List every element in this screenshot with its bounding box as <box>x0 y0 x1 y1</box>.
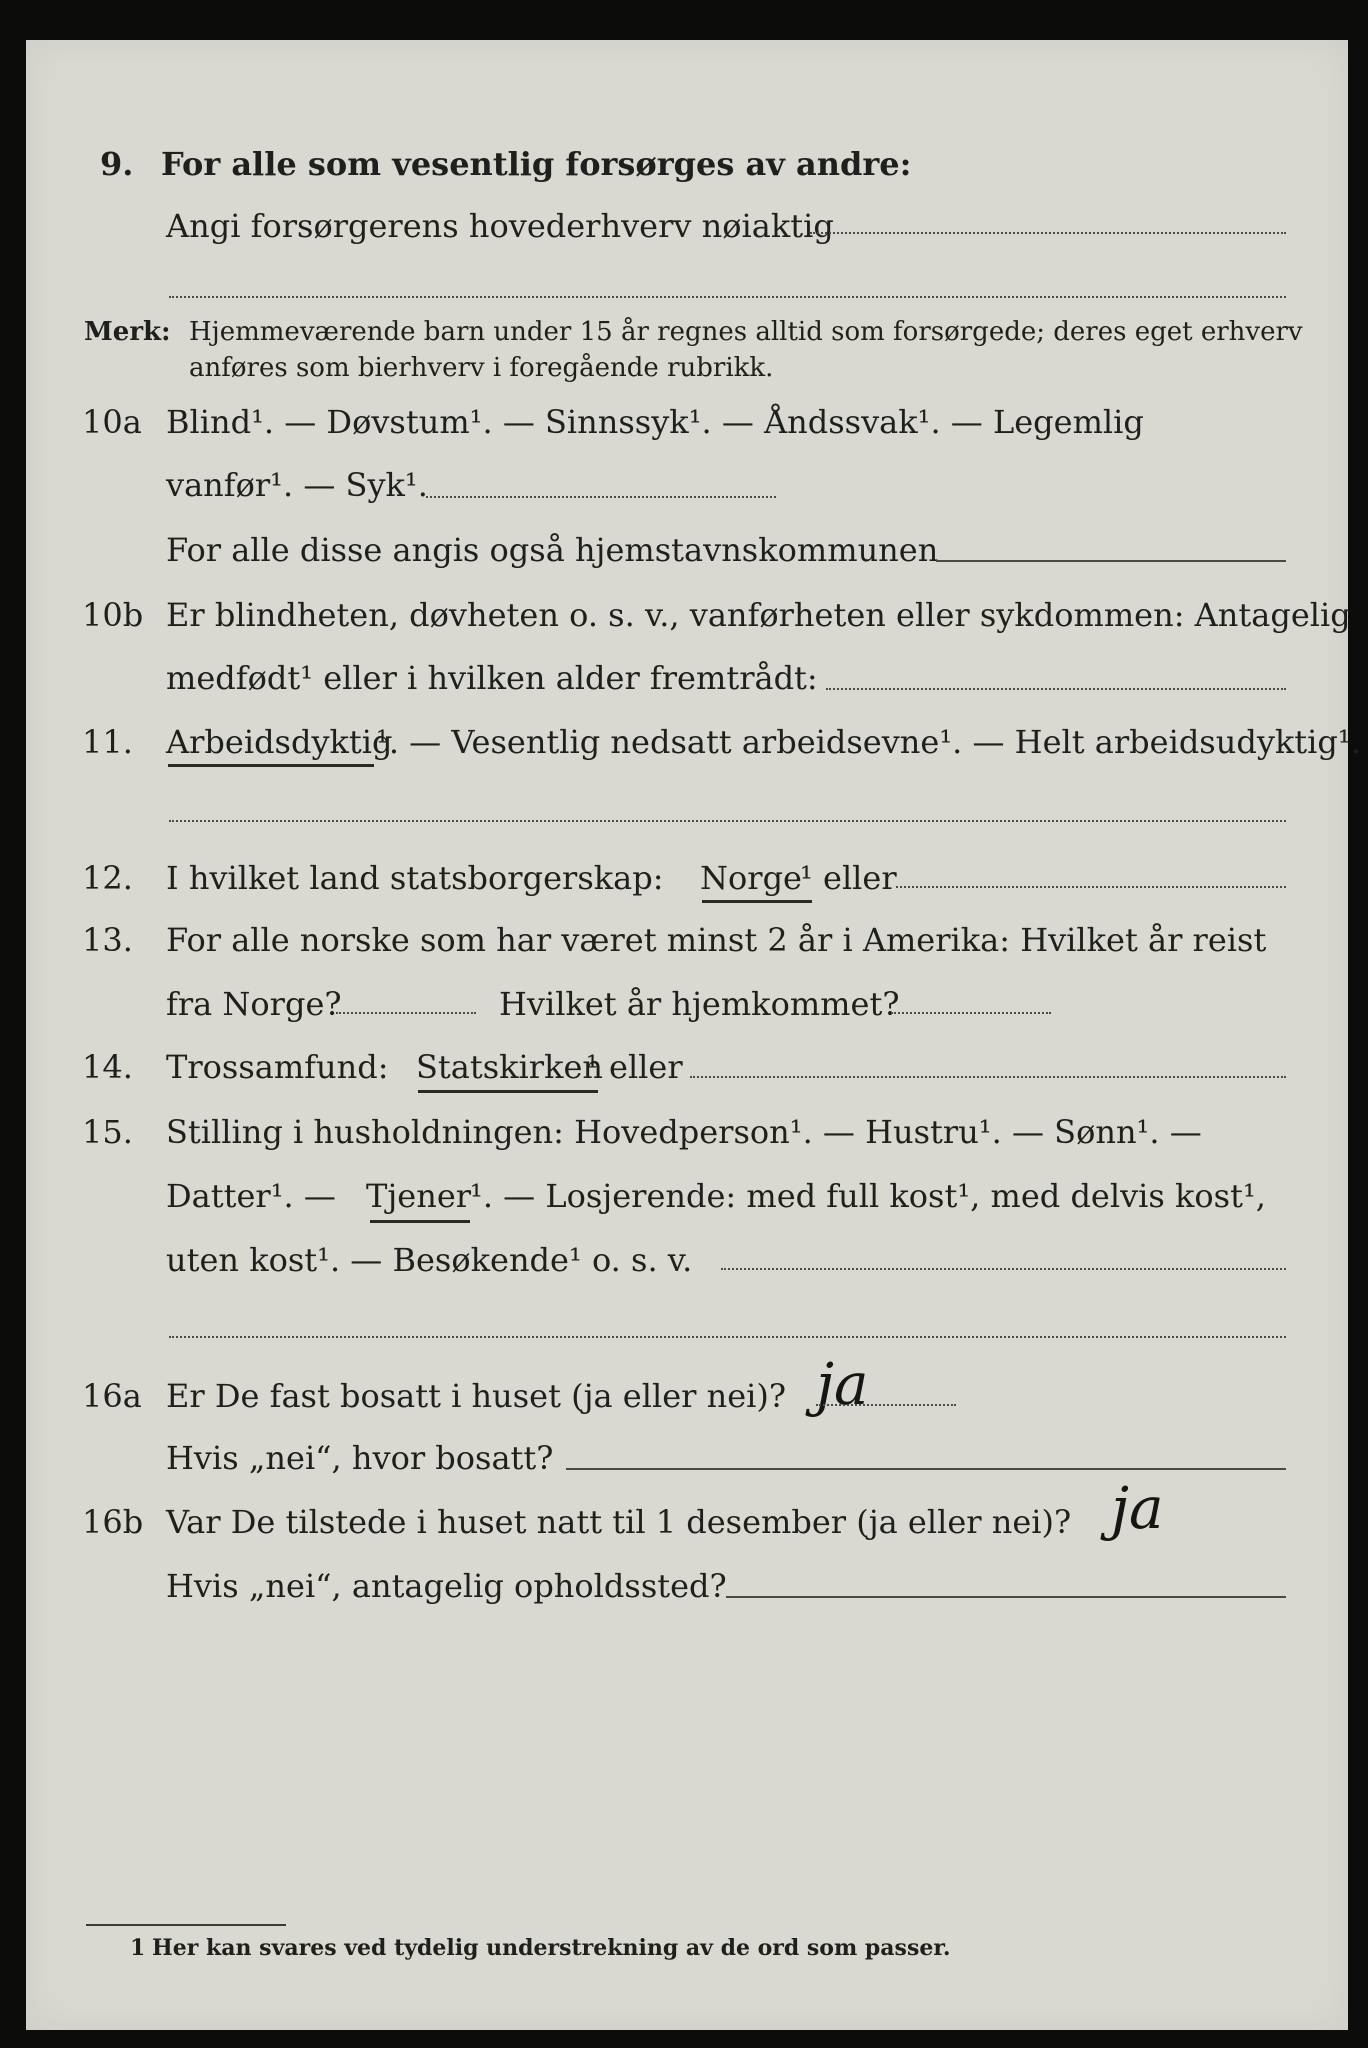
q14-prefix: Trossamfund: <box>166 1048 389 1086</box>
q16a-handwritten-answer: ja <box>816 1350 869 1418</box>
q15-extra-line[interactable] <box>169 1336 1286 1338</box>
q15-answer-line[interactable] <box>721 1268 1286 1270</box>
q15-number: 15. <box>82 1113 133 1151</box>
q16a-bosatt-answer-line[interactable] <box>566 1468 1286 1470</box>
q16a-answer-line[interactable] <box>816 1404 956 1406</box>
q11-answer-underlined: Arbeidsdyktig <box>166 723 393 761</box>
q11-extra-line[interactable] <box>169 820 1286 822</box>
q9-second-answer-line[interactable] <box>169 296 1286 298</box>
merk-text-line2: anføres som bierhverv i foregående rubrikk. <box>189 353 774 383</box>
q9-answer-line[interactable] <box>810 232 1286 234</box>
q10b-line1: Er blindheten, døvheten o. s. v., vanførheten eller sykdommen: Antagelig <box>166 596 1351 634</box>
q12-answer-underlined: Norge <box>700 859 802 897</box>
q14-suffix: ¹ eller <box>586 1048 683 1086</box>
q16b-number: 16b <box>82 1503 144 1541</box>
q16b-opholdssted-answer-line[interactable] <box>726 1596 1286 1598</box>
q12-prefix: I hvilket land statsborgerskap: <box>166 859 664 897</box>
q15-line1: Stilling i husholdningen: Hovedperson¹. — Hustru¹. — Sønn¹. — <box>166 1113 1202 1151</box>
q16b-line1: Var De tilstede i huset natt til 1 desember (ja eller nei)? <box>166 1503 1072 1541</box>
q16b-handwritten-answer: ja <box>1111 1474 1164 1542</box>
q10a-line2: vanfør¹. — Syk¹. <box>166 466 428 504</box>
q15-line2-left: Datter¹. — <box>166 1177 336 1215</box>
q11-handwritten-underline <box>168 764 374 767</box>
q13-line1: For alle norske som har været minst 2 år i Amerika: Hvilket år reist <box>166 921 1267 959</box>
q10b-number: 10b <box>82 596 144 634</box>
q9-label: Angi forsørgerens hovederhverv nøiaktig <box>166 207 834 245</box>
q12-suffix: ¹ eller <box>800 859 897 897</box>
q10b-line2: medfødt¹ eller i hvilken alder fremtrådt: <box>166 659 818 697</box>
q12-handwritten-underline <box>702 900 812 903</box>
q13-number: 13. <box>82 921 133 959</box>
q15-answer-underlined: Tjener <box>366 1177 472 1215</box>
q13-line2-left: fra Norge? <box>166 985 342 1023</box>
footnote-rule <box>86 1924 286 1926</box>
merk-label: Merk: <box>84 317 171 347</box>
q9-number: 9. <box>100 145 134 183</box>
q10a-line3: For alle disse angis også hjemstavnskommunen <box>166 531 939 569</box>
q11-options: ¹. — Vesentlig nedsatt arbeidsevne¹. — Helt arbeidsudyktig¹. <box>376 723 1361 761</box>
q16b-line2: Hvis „nei“, antagelig opholdssted? <box>166 1567 727 1605</box>
census-form-page <box>26 40 1361 2030</box>
q10a-line1: Blind¹. — Døvstum¹. — Sinnssyk¹. — Åndssvak¹. — Legemlig <box>166 403 1144 441</box>
footnote-text: Her kan svares ved tydelig understrekning av de ord som passer. <box>152 1935 951 1961</box>
q10a-syk-answer-line[interactable] <box>426 496 776 498</box>
q16a-line1: Er De fast bosatt i huset (ja eller nei)? <box>166 1377 787 1415</box>
q13-line2-right: Hvilket år hjemkommet? <box>499 985 900 1023</box>
footnote-marker: 1 <box>130 1935 146 1961</box>
q13-hjemkommet-answer-line[interactable] <box>891 1012 1051 1014</box>
q15-line3: uten kost¹. — Besøkende¹ o. s. v. <box>166 1241 693 1279</box>
merk-text-line1: Hjemmeværende barn under 15 år regnes alltid som forsørgede; deres eget erhverv <box>189 317 1303 347</box>
q14-number: 14. <box>82 1048 133 1086</box>
q10a-number: 10a <box>82 403 142 441</box>
q14-answer-underlined: Statskirken <box>416 1048 603 1086</box>
q10a-kommune-answer-line[interactable] <box>936 560 1286 562</box>
q11-number: 11. <box>82 723 133 761</box>
q9-heading: For alle som vesentlig forsørges av andre: <box>161 145 912 183</box>
q12-answer-line[interactable] <box>896 886 1286 888</box>
q14-answer-line[interactable] <box>690 1076 1286 1078</box>
q10b-answer-line[interactable] <box>826 688 1286 690</box>
q13-reist-answer-line[interactable] <box>336 1012 476 1014</box>
q12-number: 12. <box>82 859 133 897</box>
q14-handwritten-underline <box>418 1090 598 1093</box>
q15-line2-right: ¹. — Losjerende: med full kost¹, med delvis kost¹, <box>470 1177 1266 1215</box>
q16a-line2: Hvis „nei“, hvor bosatt? <box>166 1439 554 1477</box>
q16a-number: 16a <box>82 1377 142 1415</box>
q15-handwritten-underline <box>370 1220 470 1223</box>
